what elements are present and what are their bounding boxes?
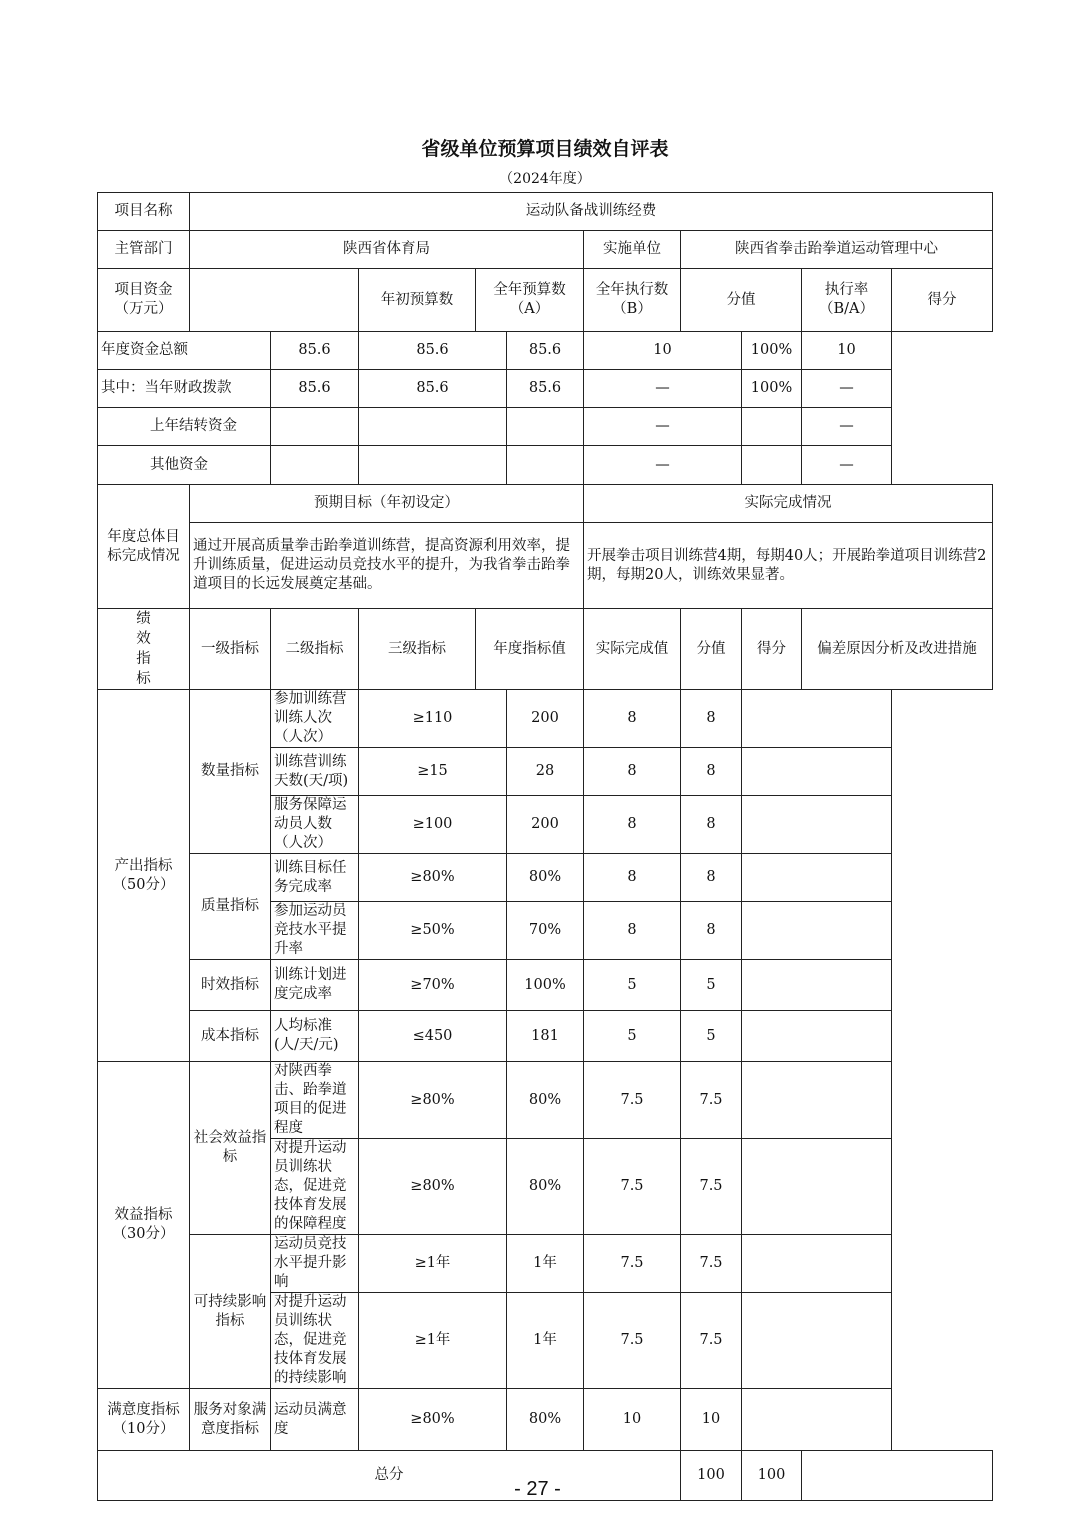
perf-header: 实际完成值 (584, 609, 681, 690)
score-value: 8 (584, 748, 681, 796)
funds-row-name: 其他资金 (98, 446, 271, 485)
funds-header: 得分 (892, 269, 993, 332)
level3-indicator: 对提升运动员训练状态，促进竞技体育发展的持续影响 (271, 1293, 359, 1389)
level1-indicator: 效益指标（30分） (98, 1062, 190, 1389)
perf-row (98, 960, 993, 1011)
funds-header: 全年预算数（A） (476, 269, 584, 332)
impl-value: 陕西省拳击跆拳道运动管理中心 (681, 231, 993, 269)
funds-header: 执行率（B/A） (802, 269, 892, 332)
actual-text: 开展拳击项目训练营4期，每期40人；开展跆拳道项目训练营2期，每期20人，训练效果显著。 (584, 523, 993, 609)
deviation-analysis (742, 1235, 892, 1293)
actual-value: 80% (507, 1062, 584, 1139)
actual-value: 80% (507, 1389, 584, 1451)
funds-cell: 85.6 (271, 332, 359, 370)
got-value: 8 (681, 796, 742, 854)
got-value: 5 (681, 960, 742, 1011)
score-value: 7.5 (584, 1293, 681, 1389)
perf-row (98, 1062, 993, 1139)
got-value: 7.5 (681, 1235, 742, 1293)
score-value: 7.5 (584, 1235, 681, 1293)
level2-indicator: 数量指标 (190, 690, 271, 854)
funds-row (98, 446, 993, 485)
target-value: ≥110 (359, 690, 507, 748)
level1-indicator: 产出指标（50分） (98, 690, 190, 1062)
perf-row (98, 854, 993, 902)
funds-cell (271, 408, 359, 446)
actual-value: 100% (507, 960, 584, 1011)
perf-header: 偏差原因分析及改进措施 (802, 609, 993, 690)
perf-row (98, 690, 993, 748)
evaluation-table (97, 192, 993, 1501)
target-value: ≥15 (359, 748, 507, 796)
level3-indicator: 对陕西拳击、跆拳道项目的促进程度 (271, 1062, 359, 1139)
got-value: 8 (681, 854, 742, 902)
level3-indicator: 参加训练营训练人次 （人次） (271, 690, 359, 748)
funds-cell: — (584, 446, 742, 485)
actual-value: 200 (507, 690, 584, 748)
got-value: 8 (681, 902, 742, 960)
level2-indicator: 时效指标 (190, 960, 271, 1011)
level1-indicator: 满意度指标（10分） (98, 1389, 190, 1451)
funds-cell: 85.6 (507, 370, 584, 408)
funds-row (98, 370, 993, 408)
perf-header: 二级指标 (271, 609, 359, 690)
perf-header: 年度指标值 (476, 609, 584, 690)
target-value: ≥80% (359, 1139, 507, 1235)
funds-cell: — (584, 370, 742, 408)
score-value: 8 (584, 690, 681, 748)
funds-cell (742, 446, 802, 485)
level3-indicator: 训练营训练天数(天/项) (271, 748, 359, 796)
funds-cell: 10 (802, 332, 892, 370)
target-value: ≥80% (359, 854, 507, 902)
actual-label: 实际完成情况 (584, 485, 993, 523)
level3-indicator: 人均标准(人/天/元) (271, 1011, 359, 1062)
deviation-analysis (742, 1011, 892, 1062)
total-got: 100 (742, 1451, 802, 1501)
level2-indicator: 成本指标 (190, 1011, 271, 1062)
target-value: ≤450 (359, 1011, 507, 1062)
perf-header: 一级指标 (190, 609, 271, 690)
deviation-analysis (742, 960, 892, 1011)
level3-indicator: 服务保障运动员人数 （人次） (271, 796, 359, 854)
got-value: 7.5 (681, 1139, 742, 1235)
got-value: 10 (681, 1389, 742, 1451)
got-value: 7.5 (681, 1293, 742, 1389)
funds-cell: 100% (742, 332, 802, 370)
level3-indicator: 训练计划进度完成率 (271, 960, 359, 1011)
actual-value: 70% (507, 902, 584, 960)
expected-label: 预期目标（年初设定） (190, 485, 584, 523)
target-value: ≥1年 (359, 1235, 507, 1293)
deviation-analysis (742, 1062, 892, 1139)
funds-row-name: 其中：当年财政拨款 (98, 370, 271, 408)
project-name-label: 项目名称 (98, 193, 190, 231)
level2-indicator: 质量指标 (190, 854, 271, 960)
actual-value: 80% (507, 1139, 584, 1235)
deviation-analysis (742, 748, 892, 796)
funds-label: 项目资金（万元） (98, 269, 190, 332)
total-label: 总分 (98, 1451, 681, 1501)
actual-value: 80% (507, 854, 584, 902)
document-title: 省级单位预算项目绩效自评表 (421, 138, 669, 160)
funds-header: 分值 (681, 269, 802, 332)
funds-cell: 85.6 (359, 370, 507, 408)
level3-indicator: 参加运动员竞技水平提升率 (271, 902, 359, 960)
funds-header-blank (190, 269, 359, 332)
got-value: 8 (681, 690, 742, 748)
perf-row (98, 1389, 993, 1451)
deviation-analysis (742, 1293, 892, 1389)
dept-label: 主管部门 (98, 231, 190, 269)
perf-header: 得分 (742, 609, 802, 690)
deviation-analysis (742, 902, 892, 960)
document-year: （2024年度） (499, 171, 591, 187)
funds-cell: 85.6 (359, 332, 507, 370)
score-value: 10 (584, 1389, 681, 1451)
score-value: 7.5 (584, 1139, 681, 1235)
actual-value: 200 (507, 796, 584, 854)
perf-header: 三级指标 (359, 609, 476, 690)
funds-cell: — (802, 408, 892, 446)
project-name-value: 运动队备战训练经费 (190, 193, 993, 231)
got-value: 7.5 (681, 1062, 742, 1139)
funds-cell (507, 446, 584, 485)
dept-value: 陕西省体育局 (190, 231, 584, 269)
score-value: 8 (584, 902, 681, 960)
perf-row (98, 1011, 993, 1062)
impl-label: 实施单位 (584, 231, 681, 269)
actual-value: 28 (507, 748, 584, 796)
funds-row (98, 408, 993, 446)
funds-cell: 85.6 (271, 370, 359, 408)
funds-row-name: 年度资金总额 (98, 332, 271, 370)
funds-cell: — (584, 408, 742, 446)
expected-text: 通过开展高质量拳击跆拳道训练营，提高资源利用效率，提升训练质量，促进运动员竞技水平的提升，为我省拳击跆拳道项目的长远发展奠定基础。 (190, 523, 584, 609)
score-value: 5 (584, 1011, 681, 1062)
level2-indicator: 可持续影响指标 (190, 1235, 271, 1389)
funds-cell (359, 408, 507, 446)
total-score: 100 (681, 1451, 742, 1501)
level2-indicator: 社会效益指标 (190, 1062, 271, 1235)
got-value: 5 (681, 1011, 742, 1062)
funds-cell: — (802, 370, 892, 408)
funds-row-name: 上年结转资金 (98, 408, 271, 446)
level3-indicator: 运动员竞技水平提升影响 (271, 1235, 359, 1293)
funds-cell: — (802, 446, 892, 485)
deviation-analysis (742, 1139, 892, 1235)
goals-label: 年度总体目标完成情况 (98, 485, 190, 609)
perf-header: 分值 (681, 609, 742, 690)
score-value: 8 (584, 854, 681, 902)
funds-cell (359, 446, 507, 485)
target-value: ≥50% (359, 902, 507, 960)
actual-value: 181 (507, 1011, 584, 1062)
funds-cell (507, 408, 584, 446)
deviation-analysis (742, 854, 892, 902)
funds-row (98, 332, 993, 370)
funds-cell (271, 446, 359, 485)
funds-cell: 85.6 (507, 332, 584, 370)
score-value: 5 (584, 960, 681, 1011)
level3-indicator: 对提升运动员训练状态，促进竞技体育发展的保障程度 (271, 1139, 359, 1235)
target-value: ≥80% (359, 1062, 507, 1139)
level2-indicator: 服务对象满意度指标 (190, 1389, 271, 1451)
perf-label: 绩效指标 (98, 609, 190, 690)
target-value: ≥80% (359, 1389, 507, 1451)
deviation-analysis (742, 690, 892, 748)
perf-row (98, 1235, 993, 1293)
funds-header: 全年执行数（B） (584, 269, 681, 332)
level3-indicator: 运动员满意度 (271, 1389, 359, 1451)
got-value: 8 (681, 748, 742, 796)
target-value: ≥100 (359, 796, 507, 854)
funds-cell (742, 408, 802, 446)
deviation-analysis (742, 796, 892, 854)
target-value: ≥1年 (359, 1293, 507, 1389)
score-value: 7.5 (584, 1062, 681, 1139)
target-value: ≥70% (359, 960, 507, 1011)
funds-cell: 100% (742, 370, 802, 408)
level3-indicator: 训练目标任务完成率 (271, 854, 359, 902)
actual-value: 1年 (507, 1293, 584, 1389)
deviation-analysis (742, 1389, 892, 1451)
page-number: - 27 - (514, 1478, 561, 1500)
score-value: 8 (584, 796, 681, 854)
funds-cell: 10 (584, 332, 742, 370)
actual-value: 1年 (507, 1235, 584, 1293)
funds-header: 年初预算数 (359, 269, 476, 332)
